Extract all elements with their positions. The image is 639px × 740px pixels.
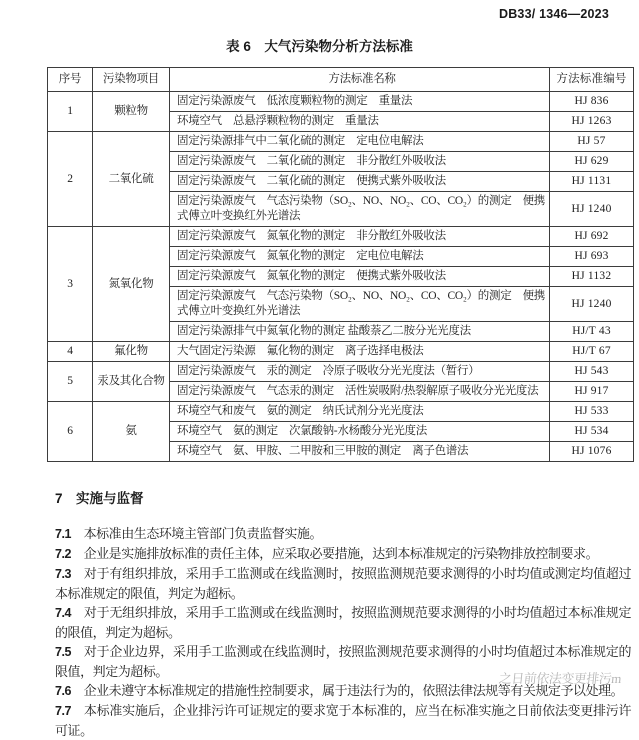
method-code-cell: HJ 693 [550, 247, 634, 267]
pollutant-cell: 氨 [93, 402, 170, 462]
method-code-cell: HJ/T 67 [550, 342, 634, 362]
method-code-cell: HJ 533 [550, 402, 634, 422]
table-header-row [48, 68, 634, 92]
clause-7.5 [55, 642, 631, 681]
column-header-2: 污染物项目 [93, 68, 170, 92]
clause-7.7 [55, 701, 631, 740]
doc-number: DB33/ 1346—2023 [498, 7, 609, 21]
table-row [48, 92, 634, 112]
column-header-3: 方法标准名称 [170, 68, 550, 92]
clause-text: 本标准由生态环境主管部门负责监督实施。 [71, 526, 323, 541]
clause-text: 企业未遵守本标准规定的措施性控制要求，属于违法行为的，依照法律法规等有关规定予以处理。 [71, 683, 624, 698]
table-row [48, 342, 634, 362]
method-code-cell: HJ 543 [550, 362, 634, 382]
method-name-cell: 固定污染源废气 氮氧化物的测定 非分散红外吸收法 [170, 227, 550, 247]
method-name-cell: 固定污染源排气中二氧化硫的测定 定电位电解法 [170, 132, 550, 152]
watermark: 之日前依法变更排污m [498, 671, 622, 686]
method-name-cell: 固定污染源排气中氮氧化物的测定 盐酸萘乙二胺分光光度法 [170, 322, 550, 342]
method-name-cell: 固定污染源废气 气态污染物（SO₂、NO、NO₂、CO、CO₂）的测定 便携式傅立叶变换红外光谱法 [170, 287, 550, 322]
method-code-cell: HJ 57 [550, 132, 634, 152]
table-row [48, 227, 634, 247]
method-name-cell: 固定污染源废气 低浓度颗粒物的测定 重量法 [170, 92, 550, 112]
method-name-cell: 环境空气 氨、甲胺、二甲胺和三甲胺的测定 离子色谱法 [170, 442, 550, 462]
method-code-cell: HJ 692 [550, 227, 634, 247]
method-code-cell: HJ/T 43 [550, 322, 634, 342]
clause-7.4 [55, 603, 631, 642]
method-name-cell: 大气固定污染源 氟化物的测定 离子选择电极法 [170, 342, 550, 362]
table-row [48, 132, 634, 152]
method-name-cell: 固定污染源废气 二氧化硫的测定 便携式紫外吸收法 [170, 172, 550, 192]
clause-7.6 [55, 681, 631, 701]
methods-table [47, 67, 634, 462]
clause-text: 对于有组织排放，采用手工监测或在线监测时，按照监测规范要求测得的小时均值或测定均值超过本标准规定的限值，判定为超标。 [55, 566, 631, 601]
method-code-cell: HJ 1263 [550, 112, 634, 132]
pollutant-cell: 汞及其化合物 [93, 362, 170, 402]
pollutant-cell: 颗粒物 [93, 92, 170, 132]
clause-number: 7.2 [55, 547, 72, 561]
clause-number: 7.1 [55, 527, 72, 541]
seq-cell: 3 [48, 227, 93, 342]
column-header-4: 方法标准编号 [550, 68, 634, 92]
clause-7.1 [55, 524, 631, 544]
method-name-cell: 固定污染源废气 气态污染物（SO₂、NO、NO₂、CO、CO₂）的测定 便携式傅立叶变换红外光谱法 [170, 192, 550, 227]
method-name-cell: 固定污染源废气 汞的测定 冷原子吸收分光光度法（暂行） [170, 362, 550, 382]
clause-7.3 [55, 564, 631, 603]
method-name-cell: 固定污染源废气 二氧化硫的测定 非分散红外吸收法 [170, 152, 550, 172]
method-name-cell: 固定污染源废气 氮氧化物的测定 定电位电解法 [170, 247, 550, 267]
clause-7.2 [55, 544, 631, 564]
column-header-1: 序号 [48, 68, 93, 92]
table-row [48, 362, 634, 382]
method-code-cell: HJ 534 [550, 422, 634, 442]
seq-cell: 5 [48, 362, 93, 402]
clause-text: 企业是实施排放标准的责任主体，应采取必要措施，达到本标准规定的污染物排放控制要求。 [71, 546, 599, 561]
clause-text: 对于企业边界，采用手工监测或在线监测时，按照监测规范要求测得的小时均值超过本标准规定的限值，判定为超标。 [55, 644, 631, 679]
clause-number: 7.6 [55, 684, 72, 698]
clause-text: 本标准实施后，企业排污许可证规定的要求宽于本标准的，应当在标准实施之日前依法变更排污许可证。 [55, 703, 631, 738]
seq-cell: 1 [48, 92, 93, 132]
method-code-cell: HJ 1240 [550, 287, 634, 322]
method-name-cell: 环境空气 总悬浮颗粒物的测定 重量法 [170, 112, 550, 132]
clause-number: 7.5 [55, 645, 72, 659]
method-code-cell: HJ 1240 [550, 192, 634, 227]
method-name-cell: 环境空气 氨的测定 次氯酸钠-水杨酸分光光度法 [170, 422, 550, 442]
method-code-cell: HJ 629 [550, 152, 634, 172]
seq-cell: 6 [48, 402, 93, 462]
method-code-cell: HJ 917 [550, 382, 634, 402]
clause-number: 7.4 [55, 606, 72, 620]
method-name-cell: 环境空气和废气 氨的测定 纳氏试剂分光光度法 [170, 402, 550, 422]
seq-cell: 4 [48, 342, 93, 362]
pollutant-cell: 二氧化硫 [93, 132, 170, 227]
clause-number: 7.3 [55, 567, 72, 581]
seq-cell: 2 [48, 132, 93, 227]
clause-number: 7.7 [55, 704, 72, 718]
table-row [48, 402, 634, 422]
method-code-cell: HJ 836 [550, 92, 634, 112]
pollutant-cell: 氮氧化物 [93, 227, 170, 342]
method-name-cell: 固定污染源废气 气态汞的测定 活性炭吸附/热裂解原子吸收分光光度法 [170, 382, 550, 402]
clause-text: 对于无组织排放，采用手工监测或在线监测时，按照监测规范要求测得的小时均值超过本标准规定的限值，判定为超标。 [55, 605, 631, 640]
method-code-cell: HJ 1132 [550, 267, 634, 287]
method-name-cell: 固定污染源废气 氮氧化物的测定 便携式紫外吸收法 [170, 267, 550, 287]
clauses-block [55, 524, 631, 740]
section-heading: 7 实施与监督 [55, 491, 144, 506]
method-code-cell: HJ 1076 [550, 442, 634, 462]
pollutant-cell: 氟化物 [93, 342, 170, 362]
table-title: 表 6 大气污染物分析方法标准 [226, 39, 413, 54]
method-code-cell: HJ 1131 [550, 172, 634, 192]
